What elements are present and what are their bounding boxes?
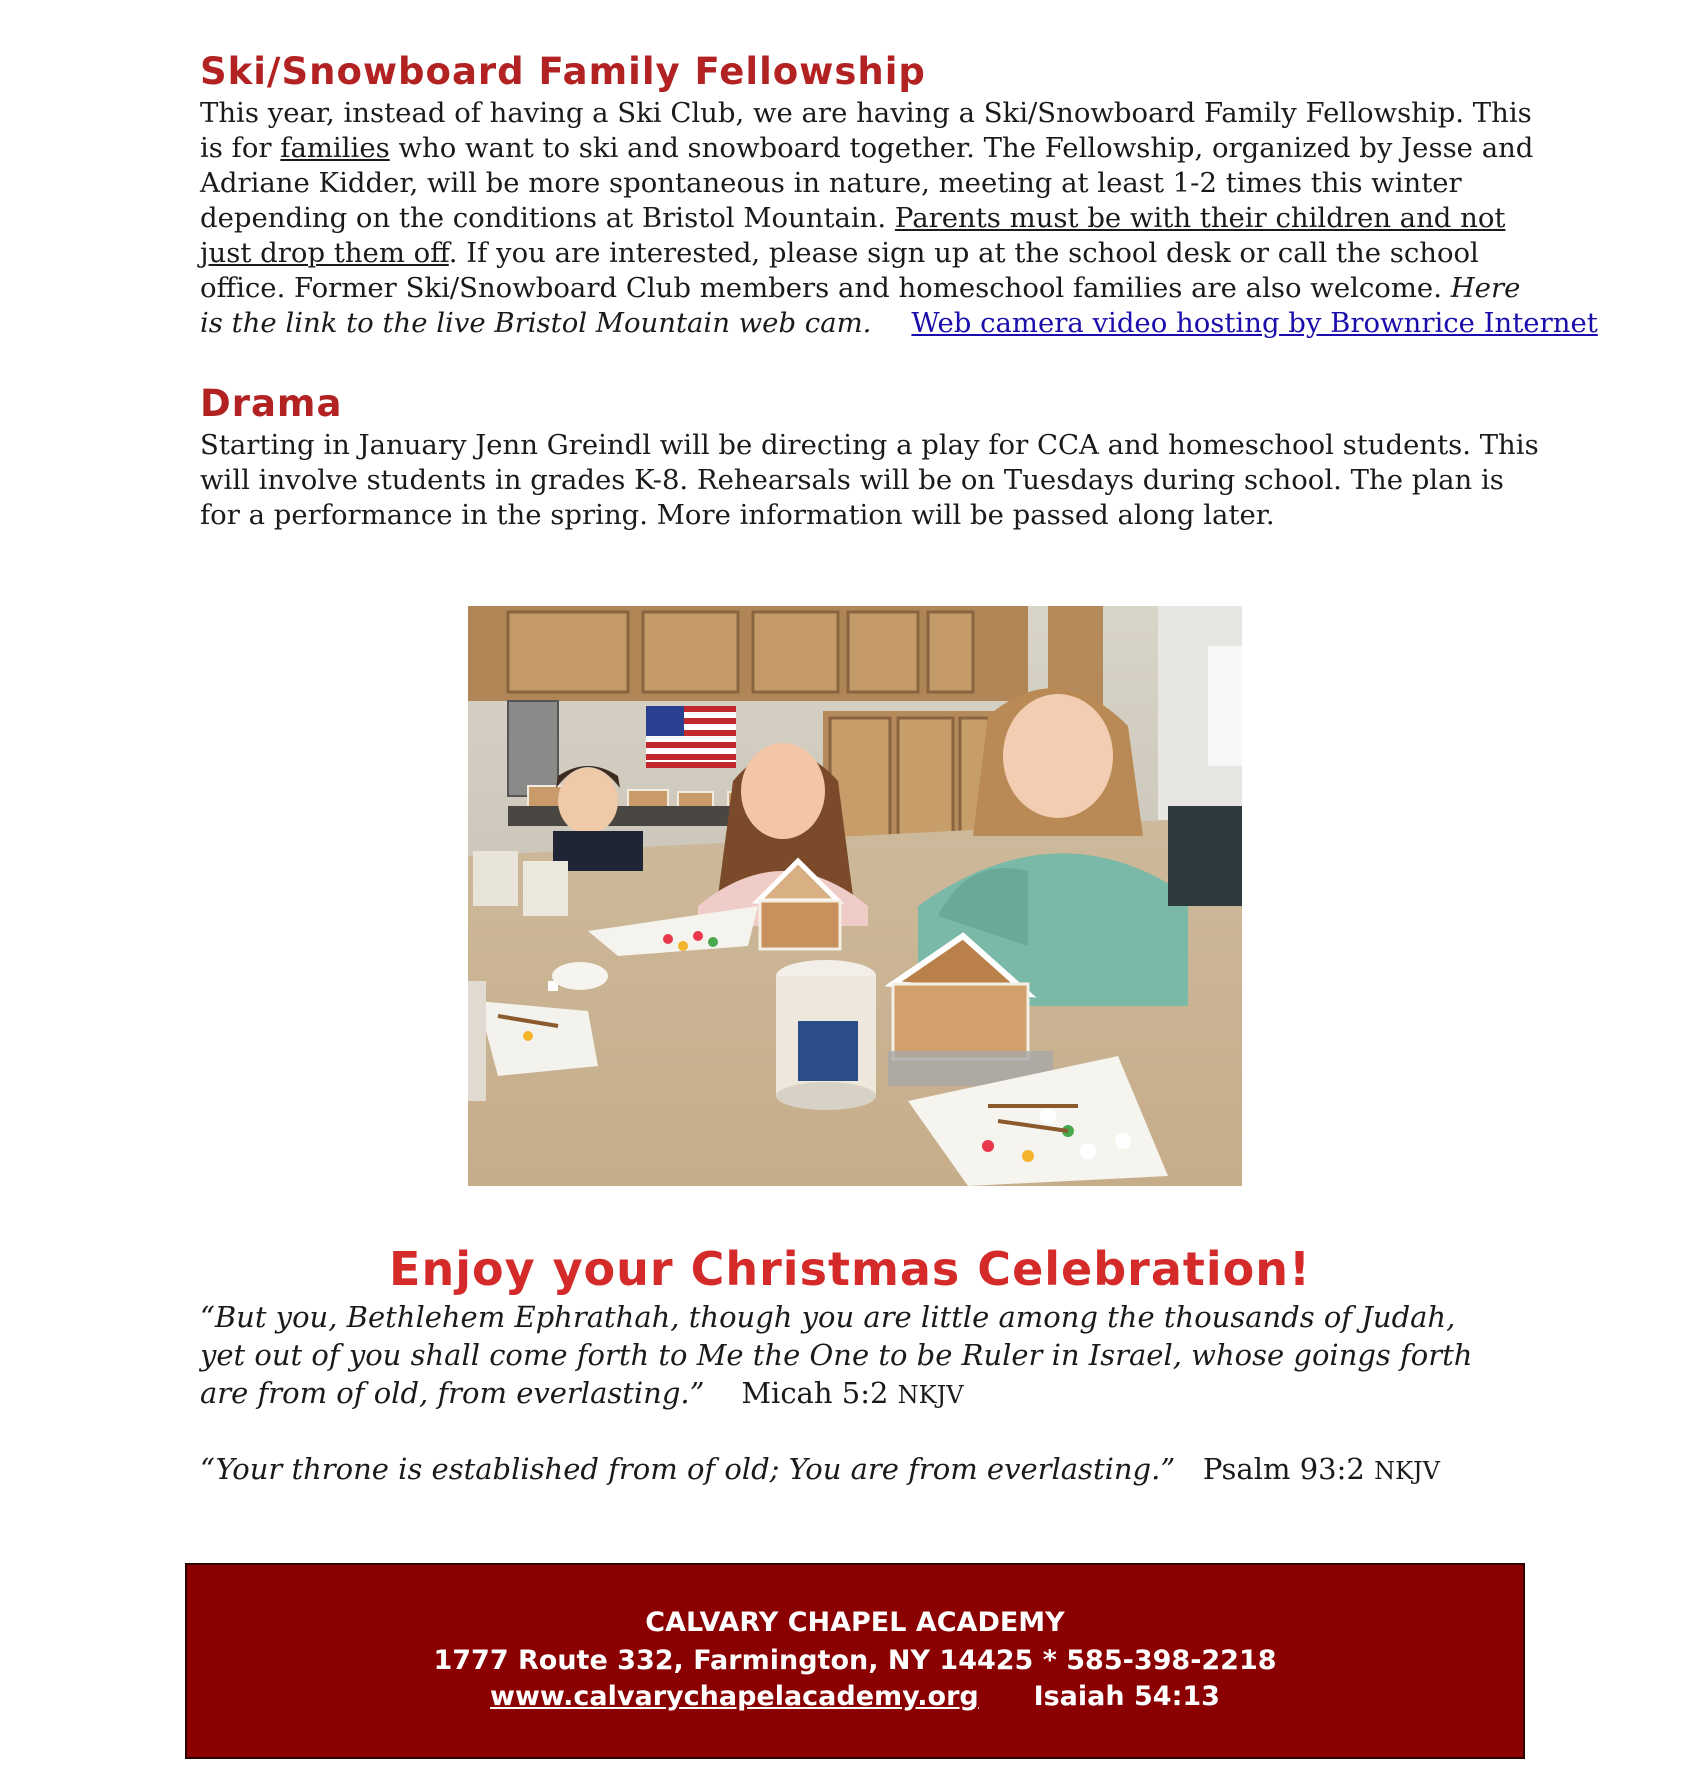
drama-line: Starting in January Jenn Greindl will be directing a play for CCA and homeschool students. This — [200, 429, 1539, 461]
verse-version: NKJV — [897, 1381, 964, 1409]
micah-verse — [200, 1298, 1520, 1414]
ski-text: who want to ski and snowboard together. The Fellowship, organized by Jesse and — [389, 132, 1534, 164]
webcam-intro: Here — [1450, 272, 1521, 304]
school-address: 1777 Route 332, Farmington, NY 14425 * 585-398-2218 — [433, 1645, 1277, 1676]
school-name: CALVARY CHAPEL ACADEMY — [645, 1607, 1065, 1638]
parents-notice-end: just drop them off — [200, 237, 449, 269]
ski-heading: Ski/Snowboard Family Fellowship — [200, 50, 926, 93]
webcam-intro: is the link to the live Bristol Mountain web cam. — [200, 307, 872, 339]
verse-line: “Your throne is established from of old; You are from everlasting.” — [200, 1452, 1176, 1486]
christmas-heading: Enjoy your Christmas Celebration! — [389, 1242, 1311, 1296]
verse-version: NKJV — [1374, 1457, 1440, 1485]
verse-line: “But you, Bethlehem Ephrathah, though you are little among the thousands of Judah, — [200, 1300, 1456, 1334]
footer-verse: Isaiah 54:13 — [1033, 1681, 1220, 1712]
ski-text: depending on the conditions at Bristol Mountain. — [200, 202, 895, 234]
ski-text: . If you are interested, please sign up at the school desk or call the school — [448, 237, 1479, 269]
verse-line: are from of old, from everlasting.” — [200, 1376, 705, 1410]
drama-heading: Drama — [200, 382, 343, 425]
ski-text: office. Former Ski/Snowboard Club members and homeschool families are also welcome. — [200, 272, 1451, 304]
drama-line: for a performance in the spring. More information will be passed along later. — [200, 499, 1275, 531]
ski-text: is for — [200, 132, 281, 164]
ski-paragraph — [200, 96, 1598, 341]
footer-links — [187, 1681, 1523, 1712]
psalm-verse — [200, 1450, 1520, 1490]
families-underlined: families — [280, 132, 390, 164]
verse-line: yet out of you shall come forth to Me the One to be Ruler in Israel, whose goings forth — [200, 1338, 1473, 1372]
parents-notice: Parents must be with their children and not — [894, 202, 1506, 234]
verse-reference: Micah 5:2 — [741, 1376, 889, 1410]
verse-reference: Psalm 93:2 — [1202, 1452, 1365, 1486]
drama-paragraph — [200, 428, 1539, 533]
drama-line: will involve students in grades K-8. Rehearsals will be on Tuesdays during school. The plan is — [200, 464, 1504, 496]
footer-banner — [185, 1563, 1525, 1759]
webcam-link[interactable]: Web camera video hosting by Brownrice Internet — [911, 307, 1598, 339]
ski-line: This year, instead of having a Ski Club, we are having a Ski/Snowboard Family Fellowship. This — [200, 97, 1532, 129]
gingerbread-photo — [468, 606, 1242, 1186]
ski-line: Adriane Kidder, will be more spontaneous in nature, meeting at least 1-2 times this winter — [200, 167, 1462, 199]
school-website-link[interactable]: www.calvarychapelacademy.org — [490, 1681, 979, 1712]
